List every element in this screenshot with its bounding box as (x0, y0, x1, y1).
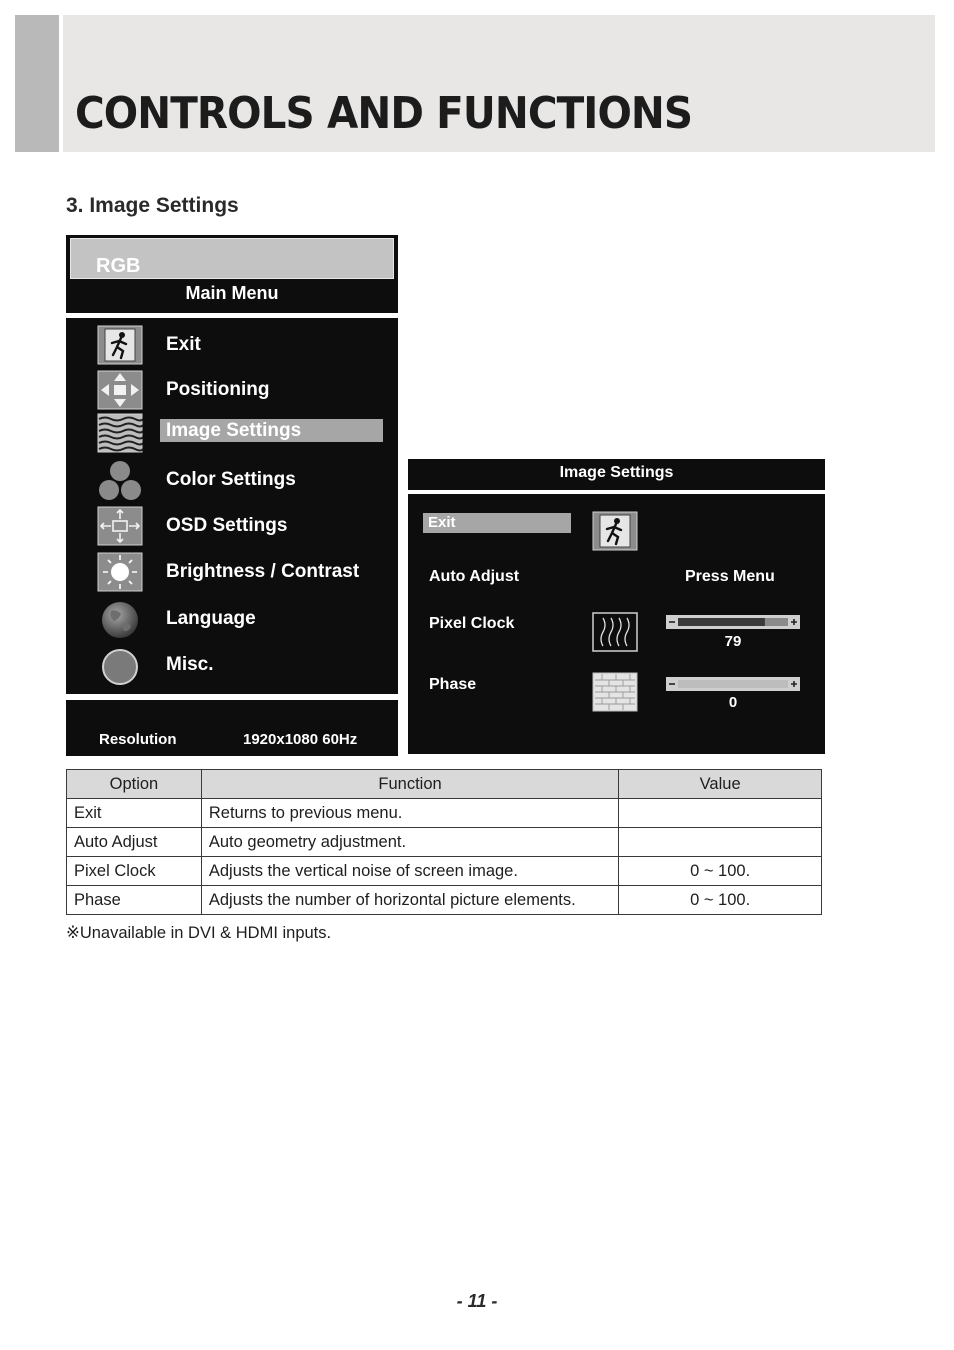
section-title: 3. Image Settings (66, 194, 239, 217)
pixel-clock-icon (592, 612, 638, 652)
value-cell: 0 ~ 100. (619, 857, 822, 886)
option-cell: Auto Adjust (67, 828, 202, 857)
function-cell: Adjusts the vertical noise of screen image. (201, 857, 618, 886)
menu-item-label: Misc. (166, 654, 214, 675)
brightness-icon (97, 552, 143, 592)
exit-icon (592, 511, 638, 551)
resolution-label: Resolution (99, 731, 177, 748)
options-table (66, 769, 822, 915)
value-cell (619, 828, 822, 857)
menu-item-label: Color Settings (166, 469, 296, 490)
main-menu-footer (66, 700, 398, 756)
column-header-function: Function (201, 770, 618, 799)
main-menu-title: Main Menu (185, 283, 279, 303)
source-label: RGB (96, 255, 141, 277)
table-row (67, 886, 822, 915)
image-settings-title: Image Settings (559, 464, 674, 481)
menu-item-language[interactable] (66, 599, 398, 645)
function-cell: Adjusts the number of horizontal picture elements. (201, 886, 618, 915)
menu-item-label: Positioning (166, 379, 270, 400)
color-settings-icon (97, 460, 143, 500)
function-cell: Auto geometry adjustment. (201, 828, 618, 857)
menu-item-brightness-contrast[interactable] (66, 552, 398, 598)
globe-icon (97, 599, 143, 639)
menu-item-exit[interactable] (66, 325, 398, 371)
phase-value: 0 (728, 694, 738, 711)
auto-adjust-label[interactable]: Auto Adjust (429, 568, 520, 585)
page-title: CONTROLS AND FUNCTIONS (75, 88, 693, 139)
positioning-icon (97, 370, 143, 410)
option-cell: Pixel Clock (67, 857, 202, 886)
table-row (67, 799, 822, 828)
column-header-value: Value (619, 770, 822, 799)
phase-icon (592, 672, 638, 712)
menu-item-label: Exit (166, 334, 201, 355)
column-header-option: Option (67, 770, 202, 799)
table-row (67, 857, 822, 886)
value-cell (619, 799, 822, 828)
option-cell: Phase (67, 886, 202, 915)
menu-item-label: Image Settings (166, 420, 302, 441)
header-tab (15, 15, 59, 152)
exit-icon (97, 325, 143, 365)
menu-item-color-settings[interactable] (66, 460, 398, 506)
option-cell: Exit (67, 799, 202, 828)
osd-settings-icon (97, 506, 143, 546)
image-settings-menu (408, 494, 825, 754)
image-settings-header (408, 459, 825, 490)
pixel-clock-value: 79 (724, 633, 742, 650)
menu-item-positioning[interactable] (66, 370, 398, 416)
table-header-row (67, 770, 822, 799)
main-menu (66, 318, 398, 694)
image-settings-icon (97, 413, 143, 453)
phase-slider[interactable] (666, 677, 800, 691)
availability-note: ※Unavailable in DVI & HDMI inputs. (66, 924, 332, 942)
table-row (67, 828, 822, 857)
menu-item-osd-settings[interactable] (66, 506, 398, 552)
auto-adjust-value: Press Menu (685, 568, 775, 585)
main-menu-header (66, 235, 398, 313)
function-cell: Returns to previous menu. (201, 799, 618, 828)
menu-item-image-settings[interactable] (66, 413, 398, 459)
menu-item-label: OSD Settings (166, 515, 288, 536)
menu-item-label: Brightness / Contrast (166, 561, 360, 582)
exit-option-label[interactable]: Exit (428, 514, 456, 531)
resolution-value: 1920x1080 60Hz (243, 731, 358, 748)
pixel-clock-label[interactable]: Pixel Clock (429, 615, 515, 632)
menu-item-label: Language (166, 608, 256, 629)
misc-icon (97, 645, 143, 685)
phase-label[interactable]: Phase (429, 676, 477, 693)
pixel-clock-slider[interactable] (666, 615, 800, 629)
menu-item-misc[interactable] (66, 645, 398, 691)
value-cell: 0 ~ 100. (619, 886, 822, 915)
page-number: - 11 - (456, 1291, 498, 1311)
